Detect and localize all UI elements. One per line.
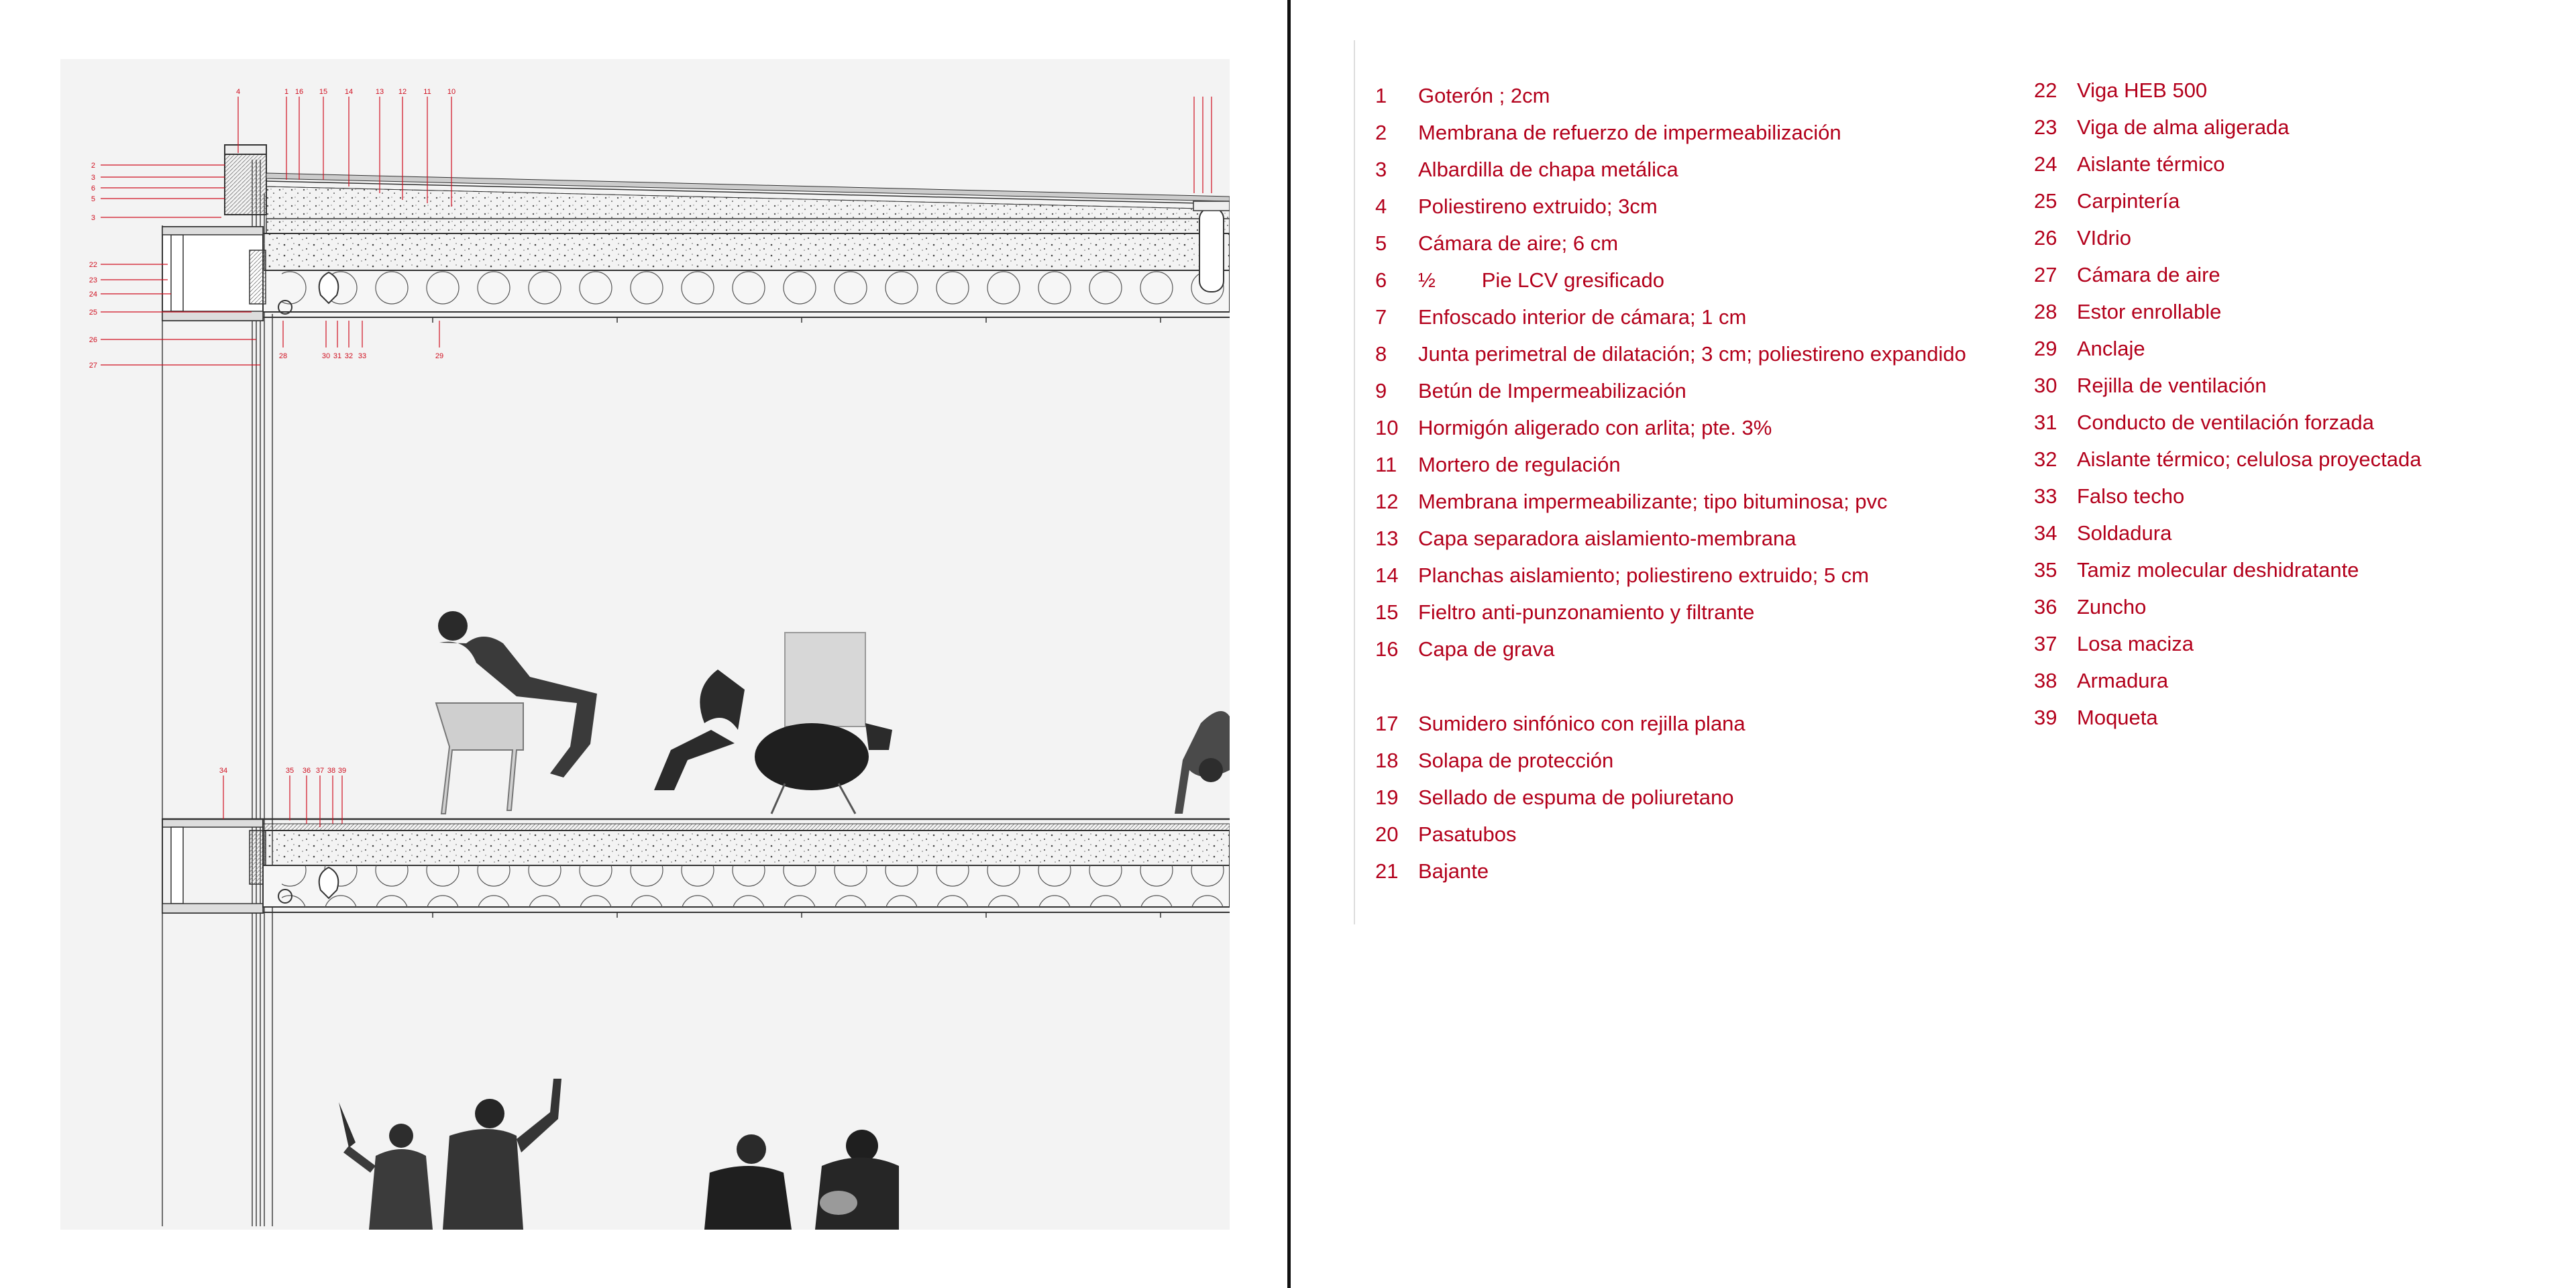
legend-item-35: 35 Tamiz molecular deshidratante — [2034, 558, 2359, 582]
callout-left-upper-5: 3 — [91, 214, 95, 222]
legend-item-25: 25 Carpintería — [2034, 189, 2180, 213]
callout-under-5: 33 — [358, 352, 367, 360]
person-seated-chair — [436, 611, 597, 814]
callout-top-1: 4 — [235, 88, 241, 96]
legend-item-1: 1 Goterón ; 2cm — [1375, 84, 1550, 107]
callout-left-upper-1: 2 — [91, 162, 95, 170]
callout-lower-5: 38 — [327, 767, 336, 775]
legend-item-38: 38 Armadura — [2034, 669, 2169, 692]
callout-lower-3: 36 — [302, 767, 311, 775]
legend-item-21: 21 Bajante — [1375, 859, 1489, 883]
legend-item-20: 20 Pasatubos — [1375, 822, 1517, 846]
person-woman-waving — [339, 1102, 433, 1230]
callout-left-upper-2: 3 — [91, 174, 95, 182]
person-bending — [1175, 711, 1230, 814]
intermediate-floor-assembly — [162, 819, 1230, 918]
legend-item-29: 29 Anclaje — [2034, 337, 2145, 360]
legend-item-33: 33 Falso techo — [2034, 484, 2185, 508]
legend-item-17: 17 Sumidero sinfónico con rejilla plana — [1375, 712, 1746, 735]
legend-item-4: 4 Poliestireno extruido; 3cm — [1375, 195, 1658, 218]
section-svg — [60, 59, 1230, 1230]
legend-item-7: 7 Enfoscado interior de cámara; 1 cm — [1375, 305, 1747, 329]
callout-left-mid-4: 25 — [89, 309, 97, 317]
callout-left-mid-1: 22 — [89, 261, 97, 269]
legend-item-39: 39 Moqueta — [2034, 706, 2158, 729]
callout-left-mid-2: 23 — [89, 276, 97, 284]
legend-item-6: 6 ½ Pie LCV gresificado — [1375, 268, 1665, 292]
callout-top-6: 13 — [375, 88, 384, 96]
person-guitarist — [815, 1130, 899, 1230]
legend-item-23: 23 Viga de alma aligerada — [2034, 115, 2290, 139]
legend-item-16: 16 Capa de grava — [1375, 637, 1555, 661]
callout-under-1: 28 — [278, 352, 288, 360]
legend-item-10: 10 Hormigón aligerado con arlita; pte. 3% — [1375, 416, 1772, 439]
legend-item-22: 22 Viga HEB 500 — [2034, 78, 2208, 102]
legend-item-13: 13 Capa separadora aislamiento-membrana — [1375, 527, 1796, 550]
legend-item-37: 37 Losa maciza — [2034, 632, 2194, 655]
callout-top-7: 12 — [398, 88, 407, 96]
legend-item-30: 30 Rejilla de ventilación — [2034, 374, 2267, 397]
legend-item-34: 34 Soldadura — [2034, 521, 2172, 545]
callout-top-4: 15 — [319, 88, 328, 96]
legend-item-12: 12 Membrana impermeabilizante; tipo bituminosa; pvc — [1375, 490, 1888, 513]
callout-lower-1: 34 — [219, 767, 228, 775]
callout-top-3: 16 — [294, 88, 304, 96]
legend-item-27: 27 Cámara de aire — [2034, 263, 2220, 286]
people-collage — [339, 611, 1230, 1230]
legend-item-15: 15 Fieltro anti-punzonamiento y filtrante — [1375, 600, 1755, 624]
legend-item-2: 2 Membrana de refuerzo de impermeabilización — [1375, 121, 1841, 144]
legend-item-9: 9 Betún de Impermeabilización — [1375, 379, 1686, 402]
callout-under-2: 30 — [321, 352, 331, 360]
callout-lower-6: 39 — [337, 767, 347, 775]
panel-divider — [1287, 0, 1291, 1288]
person-reading-newspaper — [654, 633, 892, 814]
callout-left-upper-3: 6 — [91, 184, 95, 193]
legend-item-36: 36 Zuncho — [2034, 595, 2147, 619]
callout-lower-4: 37 — [315, 767, 325, 775]
callout-left-mid-5: 26 — [89, 336, 97, 344]
callout-lower-2: 35 — [285, 767, 294, 775]
legend-item-8: 8 Junta perimetral de dilatación; 3 cm; poliestireno expandido — [1375, 342, 1966, 366]
callout-left-upper-4: 5 — [91, 195, 95, 203]
roof-assembly — [162, 145, 1230, 323]
construction-section-drawing — [60, 59, 1230, 1230]
callout-top-9: 10 — [447, 88, 456, 96]
callout-left-mid-6: 27 — [89, 362, 97, 370]
callout-under-3: 31 — [333, 352, 342, 360]
legend-item-31: 31 Conducto de ventilación forzada — [2034, 411, 2374, 434]
legend-item-26: 26 VIdrio — [2034, 226, 2131, 250]
legend-item-5: 5 Cámara de aire; 6 cm — [1375, 231, 1619, 255]
legend-item-3: 3 Albardilla de chapa metálica — [1375, 158, 1678, 181]
person-man-clapping — [704, 1134, 792, 1230]
legend-item-19: 19 Sellado de espuma de poliuretano — [1375, 786, 1734, 809]
legend-item-11: 11 Mortero de regulación — [1375, 453, 1621, 476]
callout-top-2: 1 — [284, 88, 289, 96]
callout-top-5: 14 — [344, 88, 354, 96]
callout-left-mid-3: 24 — [89, 290, 97, 299]
legend-item-32: 32 Aislante térmico; celulosa proyectada — [2034, 447, 2422, 471]
legend-item-14: 14 Planchas aislamiento; poliestireno extruido; 5 cm — [1375, 564, 1870, 587]
callout-under-6: 29 — [435, 352, 444, 360]
legend-item-28: 28 Estor enrollable — [2034, 300, 2222, 323]
person-man-cheering — [443, 1079, 561, 1230]
callout-under-4: 32 — [344, 352, 354, 360]
legend-item-18: 18 Solapa de protección — [1375, 749, 1614, 772]
legend-item-24: 24 Aislante térmico — [2034, 152, 2225, 176]
callout-top-8: 11 — [423, 88, 431, 96]
legend-rule — [1354, 40, 1355, 924]
